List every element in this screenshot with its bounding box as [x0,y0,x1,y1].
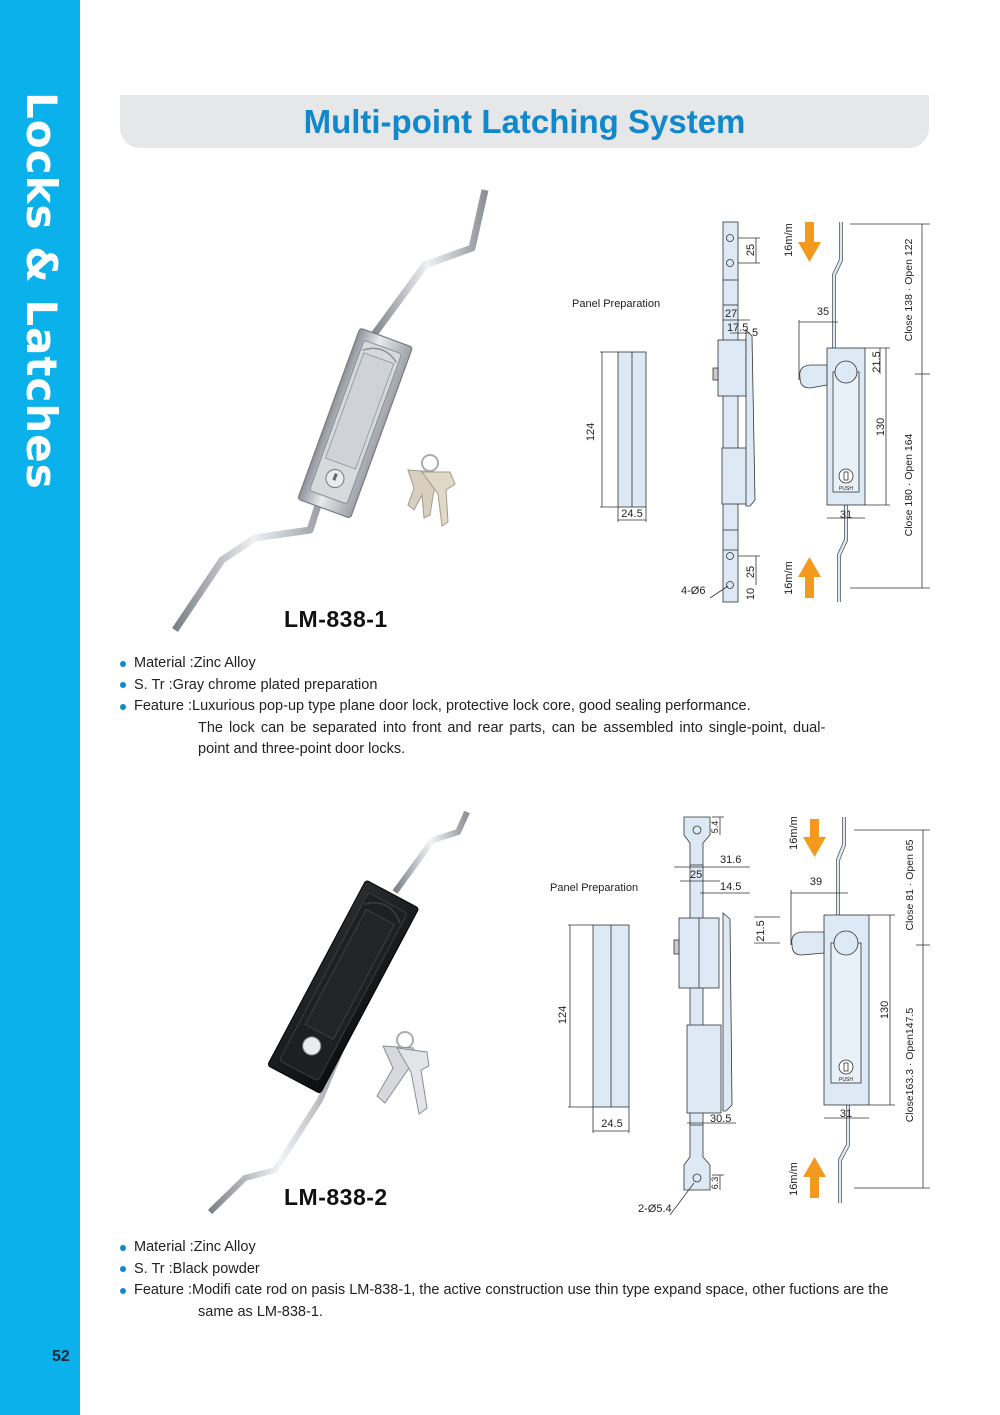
svg-text:25: 25 [745,243,757,257]
bullet-icon [120,1280,134,1302]
spec-feature: Feature : Luxurious pop-up type plane door lock, protective lock core, good sealing performance. [120,696,900,718]
model-label: LM-838-1 [284,606,388,632]
arrow-up-icon [803,1157,826,1198]
svg-text:124: 124 [557,1005,569,1025]
svg-text:Close 138 · Open 122: Close 138 · Open 122 [903,238,915,342]
svg-text:4-Ø6: 4-Ø6 [681,585,706,597]
svg-text:24.5: 24.5 [601,1118,623,1130]
svg-text:PUSH: PUSH [839,1077,853,1083]
svg-text:21.5: 21.5 [755,920,767,942]
spec-feature: Feature : Modifi cate rod on pasis LM-838-1, the active construction use thin type expand space, other fuctions are the [120,1280,940,1302]
svg-text:24.5: 24.5 [621,508,643,520]
svg-text:124: 124 [585,422,597,442]
page-number: 52 [52,1348,70,1365]
bullet-icon [120,653,134,675]
svg-text:25: 25 [745,565,757,579]
arrow-down-icon [798,222,821,262]
arrow-up-icon [798,557,821,598]
specs-lm-838-1 [120,653,900,761]
svg-text:30.5: 30.5 [710,1113,732,1125]
spec-surface: S. Tr : Black powder [120,1259,940,1281]
black-lock-image [190,800,490,1220]
bullet-icon [120,675,134,697]
svg-text:21.5: 21.5 [871,351,883,373]
svg-text:14.5: 14.5 [720,881,742,893]
model-label: LM-838-2 [284,1184,388,1210]
svg-text:39: 39 [809,876,823,888]
spec-feature-continued: The lock can be separated into front and rear parts, can be assembled into single-point, dual- [198,719,826,736]
arrow-down-icon [803,819,826,857]
svg-text:31: 31 [839,1108,853,1120]
page-title: Multi-point Latching System [303,102,746,140]
title-banner [120,95,929,148]
svg-text:Close163.3 · Open147.5: Close163.3 · Open147.5 [904,1007,916,1123]
svg-text:17.5: 17.5 [727,322,749,334]
section-title: Locks & Latches [17,92,66,490]
spec-material: Material : Zinc Alloy [120,1237,940,1259]
svg-text:31: 31 [839,509,853,521]
specs-lm-838-2 [120,1237,940,1323]
spec-material: Material : Zinc Alloy [120,653,900,675]
spec-feature-continued: point and three-point door locks. [198,741,406,757]
svg-text:Panel Preparation: Panel Preparation [550,882,639,894]
svg-text:16m/m: 16m/m [783,223,795,257]
svg-text:27: 27 [725,308,738,320]
spec-surface: S. Tr : Gray chrome plated preparation [120,675,900,697]
svg-text:PUSH: PUSH [839,486,853,492]
svg-text:Close 180 · Open 164: Close 180 · Open 164 [903,433,915,537]
product-photo-lm-838-2 [190,800,490,1220]
svg-text:16m/m: 16m/m [788,1162,800,1196]
sidebar-band [0,0,80,1415]
product-photo-lm-838-1 [160,180,500,640]
svg-text:25: 25 [690,869,703,881]
bullet-icon [120,696,134,718]
spec-feature-continued: same as LM-838-1. [198,1303,323,1320]
bullet-icon [120,1237,134,1259]
svg-text:5.4: 5.4 [710,820,720,834]
svg-text:6.3: 6.3 [710,1176,720,1190]
svg-text:10: 10 [745,587,757,601]
svg-text:31.6: 31.6 [720,854,742,866]
chrome-lock-image [160,180,500,640]
technical-drawing-lm-838-2 [540,805,960,1225]
svg-text:130: 130 [879,1000,891,1020]
svg-text:16m/m: 16m/m [788,816,800,850]
svg-text:130: 130 [875,417,887,437]
svg-text:2-Ø5.4: 2-Ø5.4 [638,1203,672,1215]
bullet-icon [120,1259,134,1281]
panel-prep-label: Panel Preparation [572,298,661,310]
svg-text:Close 81 · Open 65: Close 81 · Open 65 [904,839,916,931]
technical-drawing-lm-838-1 [560,200,960,620]
svg-text:5: 5 [752,327,759,339]
svg-text:35: 35 [816,306,830,318]
svg-text:16m/m: 16m/m [783,561,795,595]
